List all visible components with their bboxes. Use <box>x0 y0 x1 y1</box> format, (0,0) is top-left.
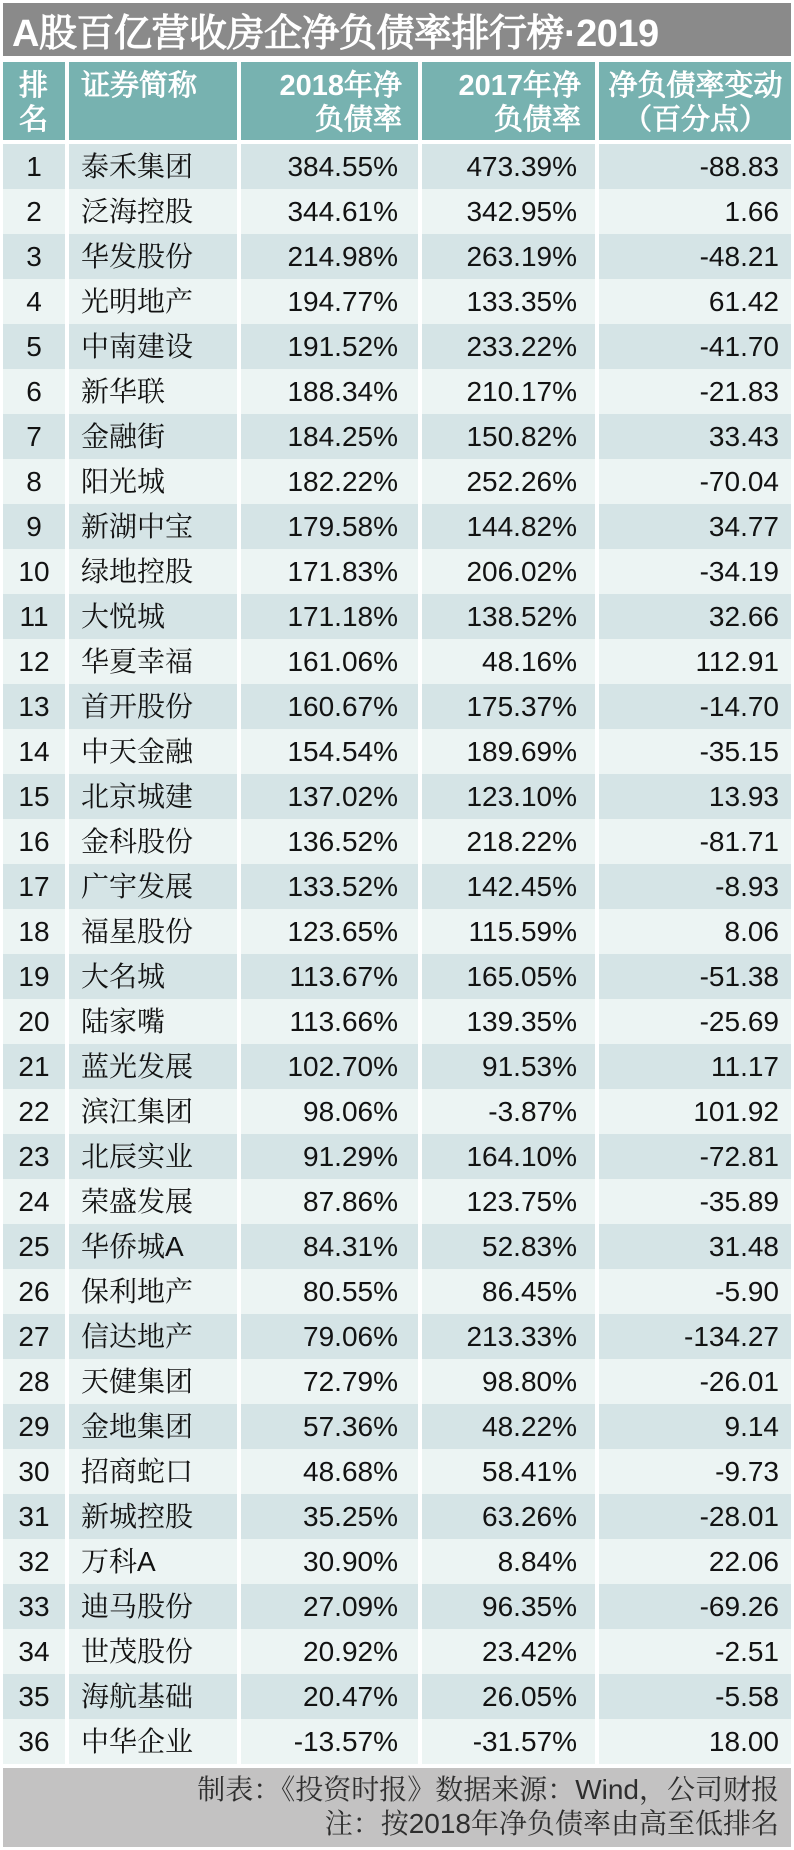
ndr-2017-cell: 252.26% <box>422 459 599 504</box>
table-row <box>3 864 791 909</box>
ndr-2017-cell: 26.05% <box>422 1674 599 1719</box>
table-row <box>3 234 791 279</box>
company-cell: 保利地产 <box>69 1269 241 1314</box>
company-cell: 新城控股 <box>69 1494 241 1539</box>
ndr-2018-cell: 137.02% <box>241 774 422 819</box>
change-cell: 32.66 <box>599 594 791 639</box>
table-row <box>3 909 791 954</box>
table-row <box>3 729 791 774</box>
change-cell: -51.38 <box>599 954 791 999</box>
rank-cell: 25 <box>3 1224 69 1269</box>
ndr-2017-cell: 115.59% <box>422 909 599 954</box>
change-cell: -25.69 <box>599 999 791 1044</box>
rank-cell: 7 <box>3 414 69 459</box>
table-body <box>3 144 791 1764</box>
company-cell: 金地集团 <box>69 1404 241 1449</box>
ndr-2018-cell: 214.98% <box>241 234 422 279</box>
company-cell: 滨江集团 <box>69 1089 241 1134</box>
column-header-change: 净负债率变动 （百分点） <box>599 62 791 144</box>
ndr-2018-cell: 72.79% <box>241 1359 422 1404</box>
table-row <box>3 414 791 459</box>
change-cell: -35.15 <box>599 729 791 774</box>
change-cell: -48.21 <box>599 234 791 279</box>
ndr-2017-cell: 144.82% <box>422 504 599 549</box>
rank-cell: 27 <box>3 1314 69 1359</box>
change-cell: -26.01 <box>599 1359 791 1404</box>
rank-cell: 20 <box>3 999 69 1044</box>
rank-cell: 30 <box>3 1449 69 1494</box>
table-row <box>3 1584 791 1629</box>
table-header <box>3 62 791 144</box>
ndr-2018-cell: 123.65% <box>241 909 422 954</box>
table-row <box>3 1269 791 1314</box>
page-title: A股百亿营收房企净负债率排行榜·2019 <box>12 13 659 55</box>
rank-cell: 17 <box>3 864 69 909</box>
change-cell: 11.17 <box>599 1044 791 1089</box>
table-row <box>3 1539 791 1584</box>
company-cell: 金科股份 <box>69 819 241 864</box>
table-row <box>3 1314 791 1359</box>
ndr-2018-cell: 136.52% <box>241 819 422 864</box>
ndr-2017-cell: 233.22% <box>422 324 599 369</box>
column-header-rank: 排 名 <box>3 62 69 144</box>
table-row <box>3 1179 791 1224</box>
rank-cell: 29 <box>3 1404 69 1449</box>
change-cell: 61.42 <box>599 279 791 324</box>
company-cell: 广宇发展 <box>69 864 241 909</box>
change-cell: 34.77 <box>599 504 791 549</box>
company-cell: 华侨城A <box>69 1224 241 1269</box>
ndr-2017-cell: 63.26% <box>422 1494 599 1539</box>
rank-cell: 26 <box>3 1269 69 1314</box>
ndr-2018-cell: 179.58% <box>241 504 422 549</box>
rank-cell: 19 <box>3 954 69 999</box>
ndr-2017-cell: 91.53% <box>422 1044 599 1089</box>
rank-cell: 24 <box>3 1179 69 1224</box>
change-cell: -28.01 <box>599 1494 791 1539</box>
company-cell: 绿地控股 <box>69 549 241 594</box>
company-cell: 华夏幸福 <box>69 639 241 684</box>
change-cell: -134.27 <box>599 1314 791 1359</box>
rank-cell: 16 <box>3 819 69 864</box>
company-cell: 阳光城 <box>69 459 241 504</box>
ndr-2018-cell: 87.86% <box>241 1179 422 1224</box>
ndr-2018-cell: 79.06% <box>241 1314 422 1359</box>
change-cell: -5.90 <box>599 1269 791 1314</box>
change-cell: 31.48 <box>599 1224 791 1269</box>
ndr-2017-cell: -3.87% <box>422 1089 599 1134</box>
table-row <box>3 1494 791 1539</box>
table-row <box>3 1224 791 1269</box>
rank-cell: 6 <box>3 369 69 414</box>
change-cell: -5.58 <box>599 1674 791 1719</box>
change-cell: -2.51 <box>599 1629 791 1674</box>
company-cell: 蓝光发展 <box>69 1044 241 1089</box>
change-cell: 18.00 <box>599 1719 791 1764</box>
ndr-2018-cell: 154.54% <box>241 729 422 774</box>
ndr-2017-cell: 123.10% <box>422 774 599 819</box>
ndr-2017-cell: 48.22% <box>422 1404 599 1449</box>
change-cell: -72.81 <box>599 1134 791 1179</box>
ndr-2018-cell: 20.47% <box>241 1674 422 1719</box>
change-cell: -21.83 <box>599 369 791 414</box>
ndr-2017-cell: 210.17% <box>422 369 599 414</box>
company-cell: 信达地产 <box>69 1314 241 1359</box>
table-row <box>3 1044 791 1089</box>
table-row <box>3 324 791 369</box>
company-cell: 华发股份 <box>69 234 241 279</box>
company-cell: 招商蛇口 <box>69 1449 241 1494</box>
change-cell: -88.83 <box>599 144 791 189</box>
ndr-2017-cell: 218.22% <box>422 819 599 864</box>
table-row <box>3 279 791 324</box>
ndr-2018-cell: -13.57% <box>241 1719 422 1764</box>
table-row <box>3 1359 791 1404</box>
ndr-2018-cell: 48.68% <box>241 1449 422 1494</box>
rank-cell: 28 <box>3 1359 69 1404</box>
rank-cell: 5 <box>3 324 69 369</box>
rank-cell: 23 <box>3 1134 69 1179</box>
company-cell: 海航基础 <box>69 1674 241 1719</box>
ndr-2017-cell: 123.75% <box>422 1179 599 1224</box>
rank-cell: 21 <box>3 1044 69 1089</box>
column-header-ndr-2017: 2017年净 负债率 <box>422 62 599 144</box>
rank-cell: 32 <box>3 1539 69 1584</box>
ndr-2017-cell: 52.83% <box>422 1224 599 1269</box>
table-row <box>3 684 791 729</box>
rank-cell: 2 <box>3 189 69 234</box>
ndr-2017-cell: 189.69% <box>422 729 599 774</box>
company-cell: 迪马股份 <box>69 1584 241 1629</box>
column-header-company: 证券简称 <box>69 62 241 144</box>
ndr-2018-cell: 171.18% <box>241 594 422 639</box>
table-row <box>3 1449 791 1494</box>
ndr-2018-cell: 191.52% <box>241 324 422 369</box>
table-row <box>3 1674 791 1719</box>
company-cell: 荣盛发展 <box>69 1179 241 1224</box>
column-header-ndr-2018: 2018年净 负债率 <box>241 62 422 144</box>
company-cell: 中天金融 <box>69 729 241 774</box>
ndr-2017-cell: 8.84% <box>422 1539 599 1584</box>
table-row <box>3 819 791 864</box>
footer-ranking-note: 注：按2018年净负债率由高至低排名 <box>324 1808 779 1839</box>
ndr-2018-cell: 194.77% <box>241 279 422 324</box>
ndr-2018-cell: 91.29% <box>241 1134 422 1179</box>
company-cell: 北京城建 <box>69 774 241 819</box>
ndr-2018-cell: 98.06% <box>241 1089 422 1134</box>
company-cell: 新湖中宝 <box>69 504 241 549</box>
ndr-2018-cell: 102.70% <box>241 1044 422 1089</box>
ndr-2018-cell: 113.66% <box>241 999 422 1044</box>
rank-cell: 10 <box>3 549 69 594</box>
change-cell: 9.14 <box>599 1404 791 1449</box>
table-row <box>3 594 791 639</box>
ndr-2018-cell: 384.55% <box>241 144 422 189</box>
rank-cell: 12 <box>3 639 69 684</box>
company-cell: 泛海控股 <box>69 189 241 234</box>
ndr-2017-cell: 206.02% <box>422 549 599 594</box>
ndr-2017-cell: 175.37% <box>422 684 599 729</box>
change-cell: 8.06 <box>599 909 791 954</box>
ndr-2017-cell: 138.52% <box>422 594 599 639</box>
rank-cell: 31 <box>3 1494 69 1539</box>
company-cell: 新华联 <box>69 369 241 414</box>
ndr-2018-cell: 27.09% <box>241 1584 422 1629</box>
ndr-2017-cell: 473.39% <box>422 144 599 189</box>
ndr-2018-cell: 133.52% <box>241 864 422 909</box>
rank-cell: 15 <box>3 774 69 819</box>
change-cell: -34.19 <box>599 549 791 594</box>
change-cell: -8.93 <box>599 864 791 909</box>
table-row <box>3 1629 791 1674</box>
change-cell: 13.93 <box>599 774 791 819</box>
table-row <box>3 1089 791 1134</box>
table-row <box>3 1404 791 1449</box>
rank-cell: 14 <box>3 729 69 774</box>
title-bar <box>3 3 791 56</box>
rank-cell: 35 <box>3 1674 69 1719</box>
change-cell: 33.43 <box>599 414 791 459</box>
company-cell: 金融街 <box>69 414 241 459</box>
table-row <box>3 954 791 999</box>
ndr-2018-cell: 35.25% <box>241 1494 422 1539</box>
rank-cell: 13 <box>3 684 69 729</box>
ndr-2017-cell: 164.10% <box>422 1134 599 1179</box>
change-cell: -70.04 <box>599 459 791 504</box>
ndr-2017-cell: 96.35% <box>422 1584 599 1629</box>
ndr-2018-cell: 184.25% <box>241 414 422 459</box>
rank-cell: 11 <box>3 594 69 639</box>
ndr-2018-cell: 57.36% <box>241 1404 422 1449</box>
ndr-2018-cell: 84.31% <box>241 1224 422 1269</box>
table-row <box>3 189 791 234</box>
table-row <box>3 504 791 549</box>
ndr-2017-cell: 58.41% <box>422 1449 599 1494</box>
ndr-2017-cell: 165.05% <box>422 954 599 999</box>
rank-cell: 9 <box>3 504 69 549</box>
ndr-2017-cell: 150.82% <box>422 414 599 459</box>
ndr-2017-cell: 342.95% <box>422 189 599 234</box>
rank-cell: 8 <box>3 459 69 504</box>
table-row <box>3 459 791 504</box>
ndr-2018-cell: 171.83% <box>241 549 422 594</box>
table-row <box>3 144 791 189</box>
table-row <box>3 1134 791 1179</box>
change-cell: -14.70 <box>599 684 791 729</box>
rank-cell: 34 <box>3 1629 69 1674</box>
rank-cell: 18 <box>3 909 69 954</box>
change-cell: -69.26 <box>599 1584 791 1629</box>
ndr-2017-cell: 133.35% <box>422 279 599 324</box>
company-cell: 光明地产 <box>69 279 241 324</box>
company-cell: 北辰实业 <box>69 1134 241 1179</box>
table-row <box>3 369 791 414</box>
ndr-2017-cell: 98.80% <box>422 1359 599 1404</box>
change-cell: -81.71 <box>599 819 791 864</box>
ndr-2017-cell: 86.45% <box>422 1269 599 1314</box>
ndr-2018-cell: 344.61% <box>241 189 422 234</box>
company-cell: 世茂股份 <box>69 1629 241 1674</box>
rank-cell: 36 <box>3 1719 69 1764</box>
table-row <box>3 999 791 1044</box>
ndr-2018-cell: 161.06% <box>241 639 422 684</box>
company-cell: 万科A <box>69 1539 241 1584</box>
ndr-2017-cell: -31.57% <box>422 1719 599 1764</box>
ndr-2018-cell: 182.22% <box>241 459 422 504</box>
rank-cell: 22 <box>3 1089 69 1134</box>
company-cell: 福星股份 <box>69 909 241 954</box>
table-row <box>3 639 791 684</box>
change-cell: 1.66 <box>599 189 791 234</box>
ndr-2018-cell: 80.55% <box>241 1269 422 1314</box>
ndr-2017-cell: 23.42% <box>422 1629 599 1674</box>
ndr-2017-cell: 48.16% <box>422 639 599 684</box>
ranking-table <box>3 62 791 1764</box>
company-cell: 大悦城 <box>69 594 241 639</box>
change-cell: 112.91 <box>599 639 791 684</box>
rank-cell: 3 <box>3 234 69 279</box>
table-row <box>3 1719 791 1764</box>
company-cell: 首开股份 <box>69 684 241 729</box>
change-cell: -35.89 <box>599 1179 791 1224</box>
ndr-2018-cell: 160.67% <box>241 684 422 729</box>
ndr-2017-cell: 263.19% <box>422 234 599 279</box>
company-cell: 中南建设 <box>69 324 241 369</box>
rank-cell: 1 <box>3 144 69 189</box>
company-cell: 陆家嘴 <box>69 999 241 1044</box>
change-cell: -9.73 <box>599 1449 791 1494</box>
table-row <box>3 549 791 594</box>
ndr-2017-cell: 213.33% <box>422 1314 599 1359</box>
change-cell: 101.92 <box>599 1089 791 1134</box>
rank-cell: 4 <box>3 279 69 324</box>
company-cell: 泰禾集团 <box>69 144 241 189</box>
ndr-2018-cell: 30.90% <box>241 1539 422 1584</box>
table-footer <box>3 1768 791 1847</box>
company-cell: 中华企业 <box>69 1719 241 1764</box>
table-header-row <box>3 62 791 144</box>
ndr-2018-cell: 113.67% <box>241 954 422 999</box>
company-cell: 大名城 <box>69 954 241 999</box>
ndr-2017-cell: 142.45% <box>422 864 599 909</box>
footer-source-note: 制表：《投资时报》数据来源：Wind，公司财报 <box>197 1774 779 1805</box>
change-cell: 22.06 <box>599 1539 791 1584</box>
table-row <box>3 774 791 819</box>
ndr-2017-cell: 139.35% <box>422 999 599 1044</box>
company-cell: 天健集团 <box>69 1359 241 1404</box>
change-cell: -41.70 <box>599 324 791 369</box>
rank-cell: 33 <box>3 1584 69 1629</box>
ndr-2018-cell: 188.34% <box>241 369 422 414</box>
ndr-2018-cell: 20.92% <box>241 1629 422 1674</box>
